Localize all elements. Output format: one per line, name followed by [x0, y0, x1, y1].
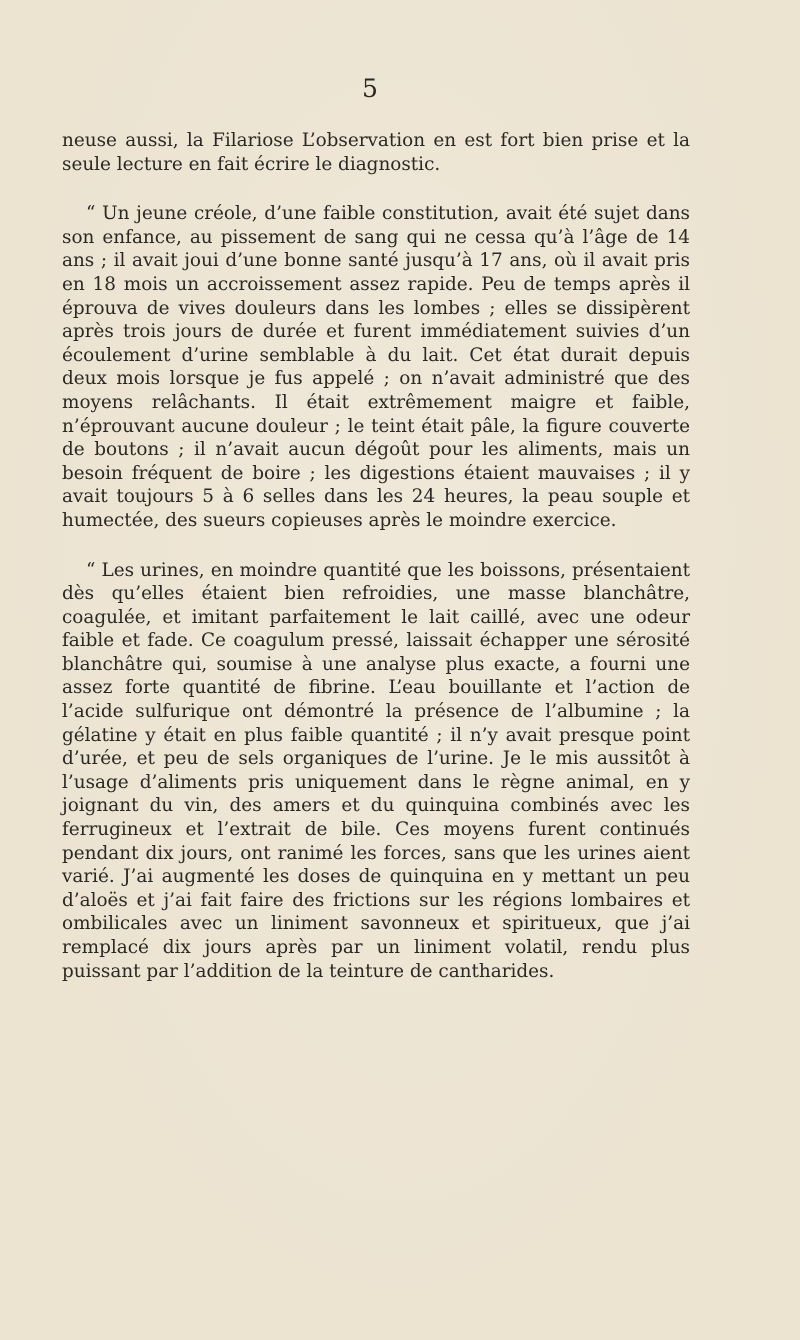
paragraph-gap: [62, 533, 690, 559]
body-text: [62, 129, 690, 983]
page-number: 5: [362, 74, 378, 103]
paragraph-gap: [62, 176, 690, 202]
paragraph-continuation: neuse aussi, la Filariose L’observation en est fort bien prise et la seule lecture en fait écrire le diagnostic.: [62, 130, 690, 175]
paragraph-urine-analysis: “ Les urines, en moindre quantité que les boissons, présentaient dès qu’elles étaient bien refroidies, une masse blanchâtre, coagulée, et imitant parfaitement le lait caillé, avec une odeur faible et fade. Ce coagulum pressé, laissait échapper une sérosité blanchâtre qui, soumise à une analyse plus exacte, a fourni une assez forte quantité de fibrine. L’eau bouillante et l’action de l’acide sulfurique ont démontré la présence de l’albumine ; la gélatine y était en plus faible quantité ; il n’y avait presque point d’urée, et peu de sels organiques de l’urine. Je le mis aussitôt à l’usage d’aliments pris uniquement dans le règne animal, en y joignant du vin, des amers et du quinquina combinés avec les ferrugineux et l’extrait de bile. Ces moyens furent continués pendant dix jours, ont ranimé les forces, sans que les urines aient varié. J’ai augmenté les doses de quinquina en y mettant un peu d’aloës et j’ai fait faire des frictions sur les régions lombaires et ombilicales avec un liniment savonneux et spiritueux, que j’ai remplacé dix jours après par un liniment volatil, rendu plus puissant par l’addition de la teinture de cantharides.: [62, 559, 690, 982]
paragraph-case-history: “ Un jeune créole, d’une faible constitution, avait été sujet dans son enfance, au pissement de sang qui ne cessa qu’à l’âge de 14 ans ; il avait joui d’une bonne santé jusqu’à 17 ans, où il avait pris en 18 mois un accroissement assez rapide. Peu de temps après il éprouva de vives douleurs dans les lombes ; elles se dissipèrent après trois jours de durée et furent immédiatement suivies d’un écoulement d’urine semblable à du lait. Cet état durait depuis deux mois lorsque je fus appelé ; on n’avait administré que des moyens relâchants. Il était extrêmement maigre et faible, n’éprouvant aucune douleur ; le teint était pâle, la figure couverte de boutons ; il n’avait aucun dégoût pour les aliments, mais un besoin fréquent de boire ; les digestions étaient mauvaises ; il y avait toujours 5 à 6 selles dans les 24 heures, la peau souple et humectée, des sueurs copieuses après le moindre exercice.: [62, 203, 690, 531]
